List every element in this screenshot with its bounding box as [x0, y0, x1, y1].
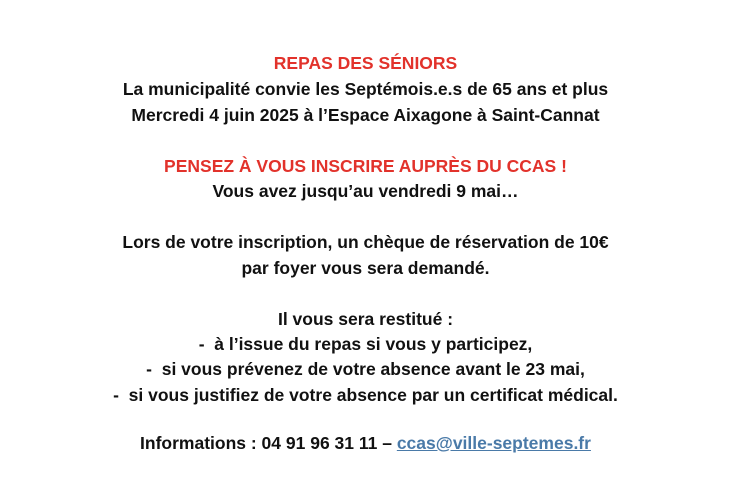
contact-label: Informations : 04 91 96 31 11 – — [140, 433, 397, 453]
refund-item-text: à l’issue du repas si vous y participez, — [214, 334, 533, 354]
dash-bullet: - — [198, 334, 215, 354]
registration-deadline: Vous avez jusqu’au vendredi 9 mai… — [212, 181, 519, 201]
refund-item — [0, 333, 731, 355]
refund-heading: Il vous sera restitué : — [277, 309, 454, 329]
flyer-title: REPAS DES SÉNIORS — [273, 53, 458, 73]
email-link[interactable]: ccas@ville-septemes.fr — [396, 433, 591, 453]
deposit-line-1: Lors de votre inscription, un chèque de réservation de 10€ — [122, 232, 609, 252]
refund-item — [0, 358, 731, 380]
dash-bullet: - — [146, 359, 162, 379]
refund-item — [0, 384, 731, 406]
dash-bullet: - — [113, 385, 129, 405]
deposit-line-2: par foyer vous sera demandé. — [241, 258, 490, 278]
contact-line — [0, 432, 731, 454]
refund-item-text: si vous justifiez de votre absence par un certificat médical. — [128, 385, 618, 405]
registration-heading: PENSEZ À VOUS INSCRIRE AUPRÈS DU CCAS ! — [164, 156, 567, 176]
intro-line-1: La municipalité convie les Septémois.e.s de 65 ans et plus — [122, 79, 609, 99]
intro-line-2: Mercredi 4 juin 2025 à l’Espace Aixagone à Saint-Cannat — [131, 105, 600, 125]
refund-item-text: si vous prévenez de votre absence avant le 23 mai, — [161, 359, 585, 379]
